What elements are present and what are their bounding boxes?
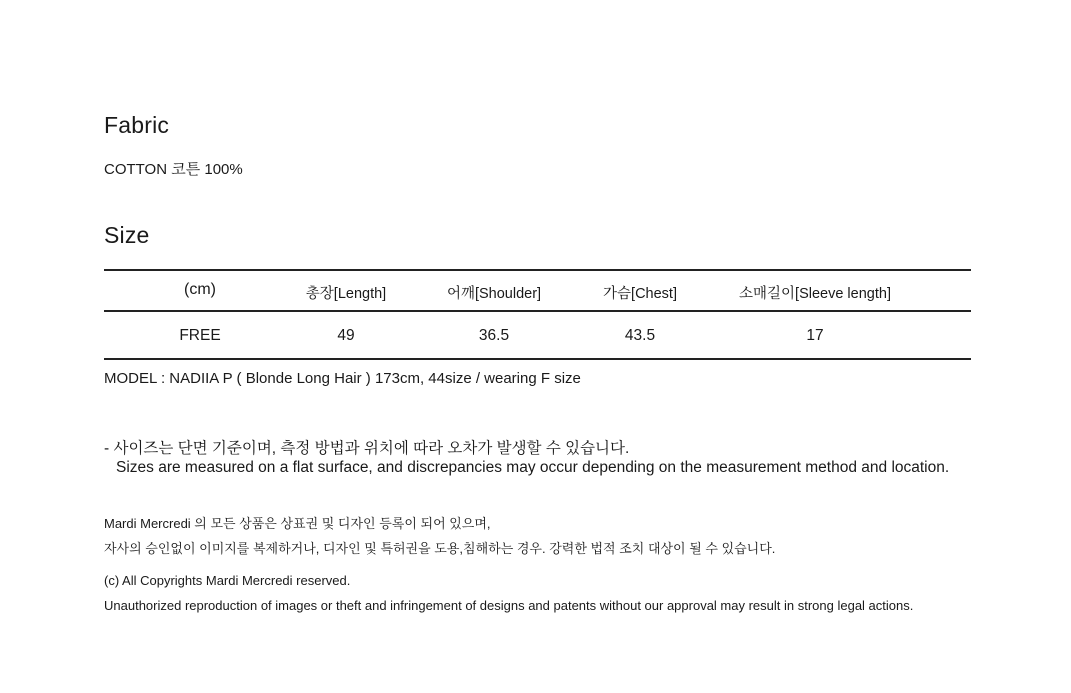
- cell-chest: 43.5: [624, 327, 656, 344]
- fabric-heading: Fabric: [104, 112, 170, 138]
- size-heading: Size: [104, 222, 150, 248]
- header-unit: (cm): [184, 281, 216, 298]
- cell-size: FREE: [179, 327, 221, 344]
- cell-shoulder: 36.5: [478, 327, 510, 344]
- copyright-line-2: Unauthorized reproduction of images or theft and infringement of designs and patents without our approval may result in strong legal actions.: [104, 598, 914, 613]
- measurement-note-ko: - 사이즈는 단면 기준이며, 측정 방법과 위치에 따라 오차가 발생할 수 있습니다.: [104, 440, 630, 457]
- header-length: 총장[Length]: [305, 286, 387, 302]
- fabric-composition: COTTON 코튼 100%: [104, 161, 243, 178]
- header-shoulder: 어깨[Shoulder]: [446, 286, 542, 302]
- trademark-notice-line-2: 자사의 승인없이 이미지를 복제하거나, 디자인 및 특허권을 도용,침해하는 경우. 강력한 법적 조치 대상이 될 수 있습니다.: [104, 541, 776, 556]
- model-info: MODEL : NADIIA P ( Blonde Long Hair ) 173cm, 44size / wearing F size: [104, 370, 581, 387]
- header-sleeve-length: 소매길이[Sleeve length]: [739, 286, 891, 302]
- table-header-rule: [104, 310, 971, 312]
- measurement-note-en: Sizes are measured on a flat surface, and discrepancies may occur depending on the measurement method and location.: [116, 459, 950, 476]
- table-bottom-rule: [104, 358, 971, 360]
- table-top-rule: [104, 269, 971, 271]
- header-chest: 가슴[Chest]: [603, 286, 677, 302]
- trademark-notice-line-1: Mardi Mercredi 의 모든 상품은 상표권 및 디자인 등록이 되어 있으며,: [104, 516, 491, 531]
- cell-sleeve-length: 17: [806, 327, 824, 344]
- cell-length: 49: [337, 327, 355, 344]
- copyright-line-1: (c) All Copyrights Mardi Mercredi reserved.: [104, 573, 351, 588]
